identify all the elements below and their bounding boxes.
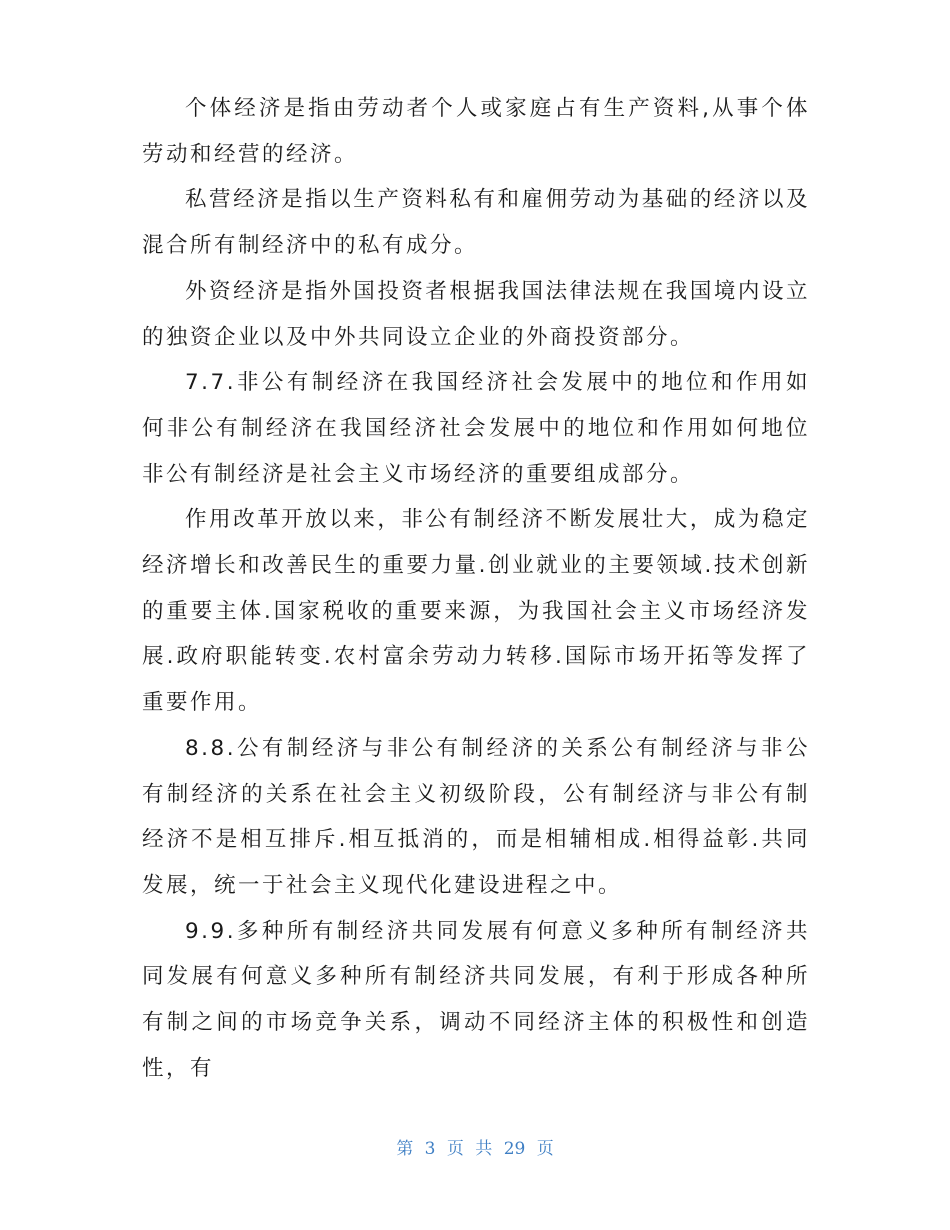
paragraph-section-8: 8.8.公有制经济与非公有制经济的关系公有制经济与非公有制经济的关系在社会主义初级阶段，公有制经济与非公有制经济不是相互排斥.相互抵消的，而是相辅相成.相得益彰.共同发展，统一于社会主义现代化建设进程之中。 [142, 735, 810, 898]
document-body [142, 86, 810, 1091]
paragraph-individual-economy: 个体经济是指由劳动者个人或家庭占有生产资料,从事个体劳动和经营的经济。 [142, 96, 810, 167]
paragraph-section-9: 9.9.多种所有制经济共同发展有何意义多种所有制经济共同发展有何意义多种所有制经济共同发展，有利于形成各种所有制之间的市场竞争关系，调动不同经济主体的积极性和创造性，有 [142, 918, 810, 1081]
paragraph-foreign-economy: 外资经济是指外国投资者根据我国法律法规在我国境内设立的独资企业以及中外共同设立企业的外商投资部分。 [142, 278, 810, 350]
paragraph-private-economy: 私营经济是指以生产资料私有和雇佣劳动为基础的经济以及混合所有制经济中的私有成分。 [142, 187, 810, 259]
paragraph-section-7: 7.7.非公有制经济在我国经济社会发展中的地位和作用如何非公有制经济在我国经济社会发展中的地位和作用如何地位非公有制经济是社会主义市场经济的重要组成部分。 [142, 370, 810, 487]
page-number-footer: 第 3 页 共 29 页 [396, 1139, 554, 1159]
paragraph-role: 作用改革开放以来，非公有制经济不断发展壮大，成为稳定经济增长和改善民生的重要力量.创业就业的主要领域.技术创新的重要主体.国家税收的重要来源，为我国社会主义市场经济发展.政府职能转变.农村富余劳动力转移.国际市场开拓等发挥了重要作用。 [142, 507, 810, 716]
